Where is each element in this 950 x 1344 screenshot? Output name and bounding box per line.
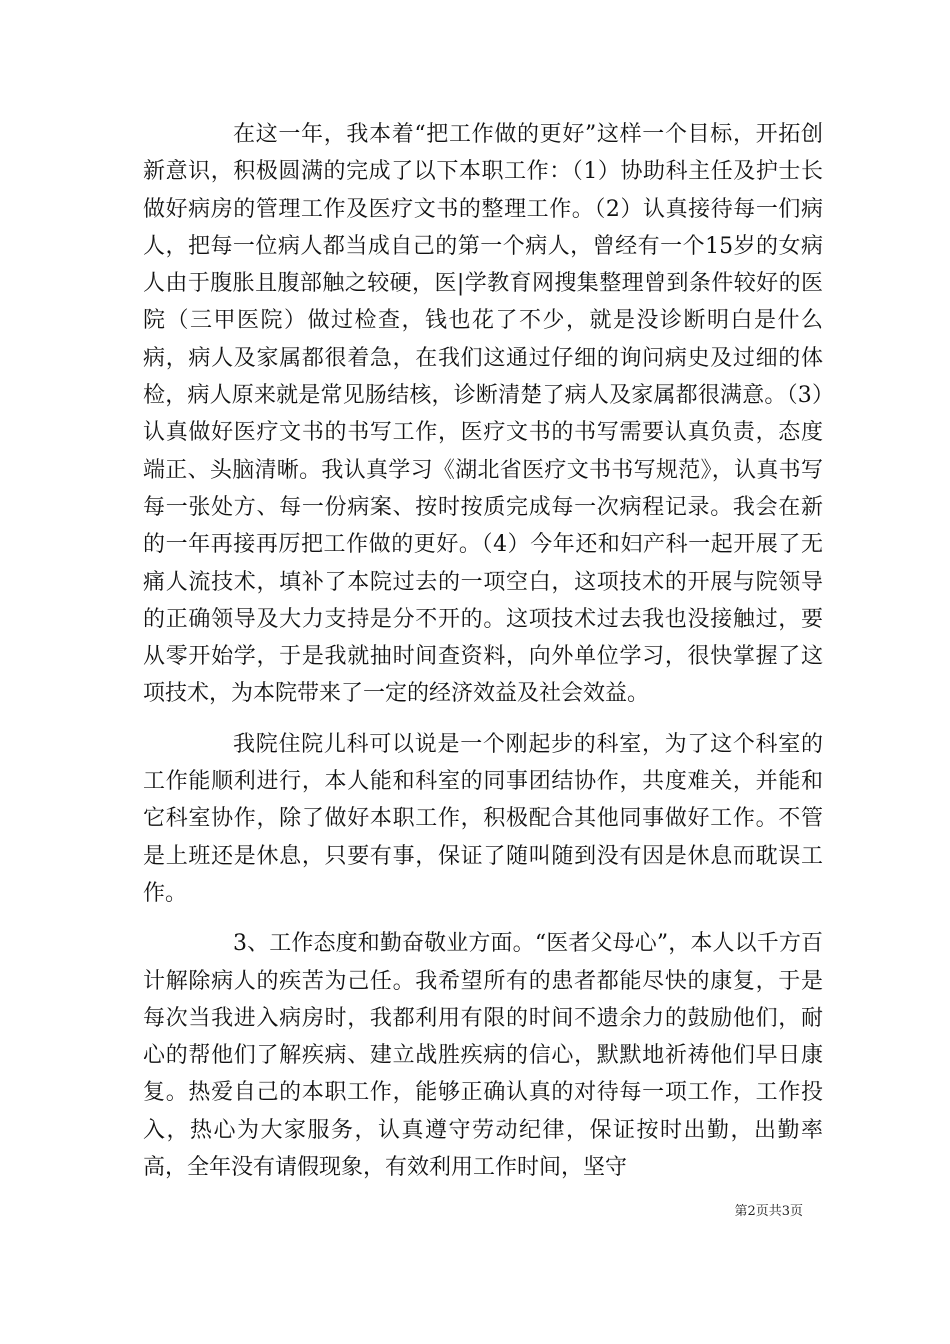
document-body bbox=[143, 116, 823, 1186]
paragraph-work-attitude: 3、工作态度和勤奋敬业方面。“医者父母心”，本人以千方百计解除病人的疾苦为己任。我希望所有的患者都能尽快的康复，于是每次当我进入病房时，我都利用有限的时间不遗余力的鼓励他们，耐心的帮他们了解疾病、建立战胜疾病的信心，默默地祈祷他们早日康复。热爱自己的本职工作，能够正确认真的对待每一项工作，工作投入，热心为大家服务，认真遵守劳动纪律，保证按时出勤，出勤率高，全年没有请假现象，有效利用工作时间，坚守 bbox=[143, 931, 823, 1181]
page-number-footer: 第2页共3页 bbox=[734, 1204, 803, 1219]
paragraph-pediatrics-teamwork: 我院住院儿科可以说是一个刚起步的科室，为了这个科室的工作能顺利进行，本人能和科室的同事团结协作，共度难关，并能和它科室协作，除了做好本职工作，积极配合其他同事做好工作。不管是上班还是休息，只要有事，保证了随叫随到没有因是休息而耽误工作。 bbox=[143, 731, 823, 906]
paragraph-work-duties: 在这一年，我本着“把工作做的更好”这样一个目标，开拓创新意识，积极圆满的完成了以下本职工作：（1）协助科主任及护士长做好病房的管理工作及医疗文书的整理工作。（2）认真接待每一们病人，把每一位病人都当成自己的第一个病人，曾经有一个15岁的女病人由于腹胀且腹部触之较硬，医|学教育网搜集整理曾到条件较好的医院（三甲医院）做过检查，钱也花了不少，就是没诊断明白是什么病，病人及家属都很着急，在我们这通过仔细的询问病史及过细的体检，病人原来就是常见肠结核，诊断清楚了病人及家属都很满意。（3）认真做好医疗文书的书写工作，医疗文书的书写需要认真负责，态度端正、头脑清晰。我认真学习《湖北省医疗文书书写规范》，认真书写每一张处方、每一份病案、按时按质完成每一次病程记录。我会在新的一年再接再厉把工作做的更好。（4）今年还和妇产科一起开展了无痛人流技术，填补了本院过去的一项空白，这项技术的开展与院领导的正确领导及大力支持是分不开的。这项技术过去我也没接触过，要从零开始学，于是我就抽时间查资料，向外单位学习，很快掌握了这项技术，为本院带来了一定的经济效益及社会效益。 bbox=[143, 122, 823, 707]
